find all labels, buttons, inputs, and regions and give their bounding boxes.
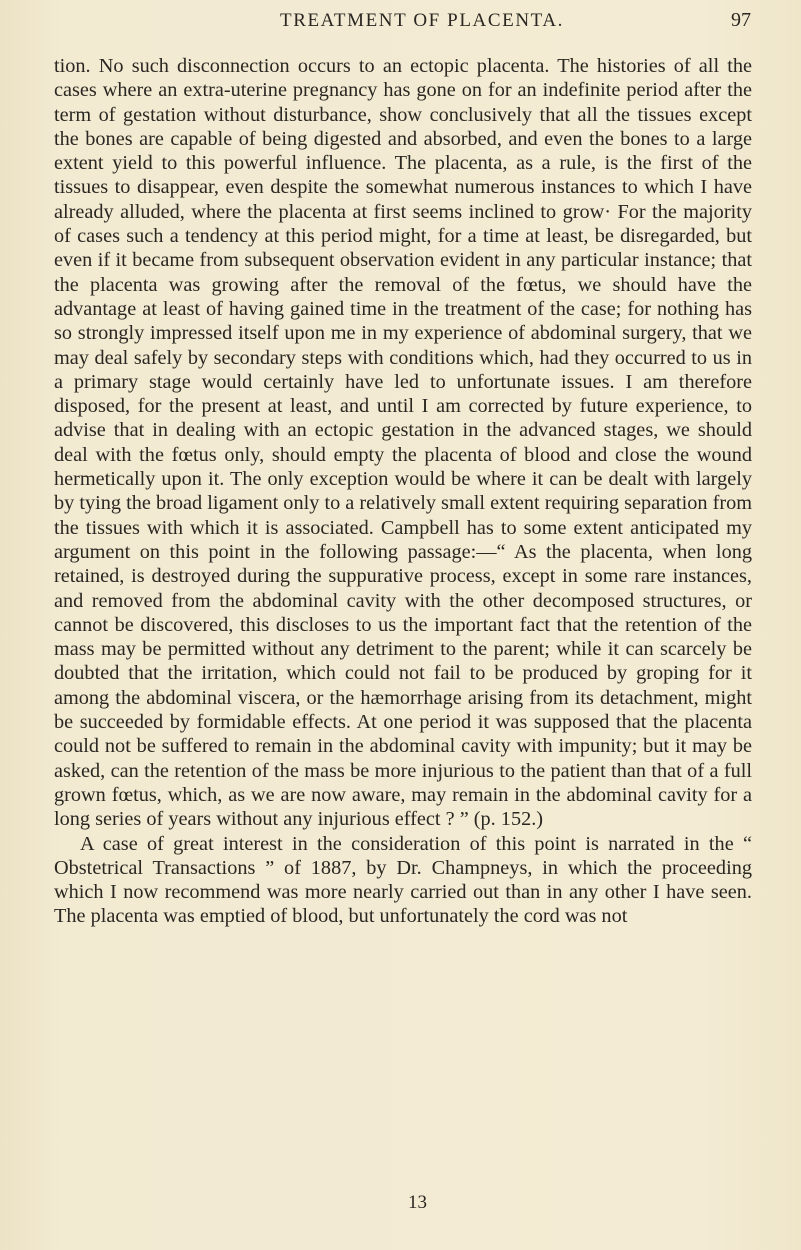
page-number: 97 [731, 9, 751, 31]
paragraph: A case of great interest in the consideration of this point is narrated in the “ Obstetrical Transactions ” of 1887, by Dr. Champneys, in which the proceeding which I now recommend was more nearly carried out than in any other I have seen. The placenta was emptied of blood, but unfortunately the cord was not [54, 832, 752, 928]
running-head: TREATMENT OF PLACENTA. [280, 10, 565, 31]
signature-mark: 13 [408, 1192, 427, 1213]
paragraph-continued: tion. No such disconnection occurs to an ectopic placenta. The histories of all the cases where an extra-uterine pregnancy has gone on for an indefinite period after the term of gestation without disturbance, show conclusively that all the tissues except the bones are capable of being digested and absorbed, and even the bones to a large extent yield to this powerful influence. The placenta, as a rule, is the first of the tissues to disappear, even despite the somewhat numerous instances to which I have already alluded, where the placenta at first seems inclined to grow· For the majority of cases such a tendency at this period might, for a time at least, be disregarded, but even if it became from subsequent observation evident in any particular instance; that the placenta was growing after the removal of the fœtus, we should have the advantage at least of having gained time in the treatment of the case; for nothing has so strongly impressed itself upon me in my experience of abdominal surgery, that we may deal safely by secondary steps with conditions which, had they occurred to us in a primary stage would certainly have led to unfortunate issues. I am therefore disposed, for the present at least, and until I am corrected by future experience, to advise that in dealing with an ectopic gestation in the advanced stages, we should deal with the fœtus only, should empty the placenta of blood and close the wound hermetically upon it. The only exception would be where it can be dealt with largely by tying the broad ligament only to a relatively small extent requiring separation from the tissues with which it is associated. Campbell has to some extent anticipated my argument on this point in the following passage:—“ As the placenta, when long retained, is destroyed during the suppurative process, except in some rare instances, and removed from the abdominal cavity with the other decomposed structures, or cannot be discovered, this discloses to us the important fact that the retention of the mass may be permitted without any detriment to the parent; while it can scarcely be doubted that the irritation, which could not fail to be produced by groping for it among the abdominal viscera, or the hæmorrhage arising from its detachment, might be succeeded by formidable effects. At one period it was supposed that the placenta could not be suffered to remain in the abdominal cavity with impunity; but it may be asked, can the retention of the mass be more injurious to the patient than that of a full grown fœtus, which, as we are now aware, may remain in the abdominal cavity for a long series of years without any injurious effect ? ” (p. 152.) [54, 55, 752, 831]
page-header [280, 10, 751, 38]
body-text [54, 54, 752, 929]
